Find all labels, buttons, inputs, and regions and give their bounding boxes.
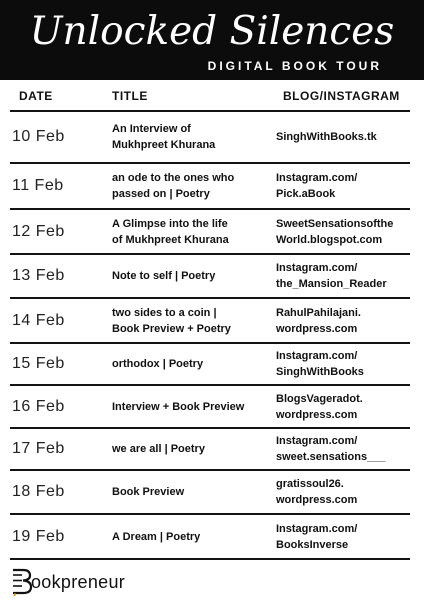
row-blog-line: Instagram.com/	[276, 350, 358, 362]
row-title-line: Interview + Book Preview	[112, 400, 245, 413]
row-blog-link	[276, 299, 410, 342]
row-title	[112, 344, 278, 384]
table-row	[10, 344, 410, 384]
logo-text: ookpreneur	[31, 572, 126, 592]
row-blog-link	[276, 471, 410, 513]
row-date: 13 Feb	[12, 267, 65, 284]
row-title-line: A Dream | Poetry	[112, 530, 201, 543]
bookpreneur-logo	[10, 566, 150, 596]
row-date: 10 Feb	[12, 128, 65, 145]
table-row	[10, 515, 410, 558]
row-title	[112, 515, 278, 558]
row-date: 14 Feb	[12, 312, 65, 329]
row-blog-line: wordpress.com	[276, 322, 358, 335]
row-date: 15 Feb	[12, 355, 65, 372]
row-blog-line: Pick.aBook	[276, 188, 336, 200]
row-blog-line: BlogsVageradot.	[276, 392, 363, 405]
row-blog-line: Instagram.com/	[276, 172, 358, 184]
row-blog-line: wordpress.com	[276, 408, 358, 421]
row-title	[112, 112, 278, 162]
row-title-line: an ode to the ones who	[112, 172, 235, 184]
row-title	[112, 429, 278, 469]
row-date: 11 Feb	[12, 177, 64, 194]
table-row	[10, 299, 410, 342]
row-blog-line: Instagram.com/	[276, 262, 358, 274]
row-title-line: Mukhpreet Khurana	[112, 139, 216, 151]
row-title	[112, 299, 278, 342]
row-title-line: two sides to a coin |	[112, 306, 217, 319]
row-blog-line: Instagram.com/	[276, 522, 358, 535]
row-title	[112, 386, 278, 427]
row-blog-line: SweetSensationsofthe	[276, 217, 394, 230]
table-row	[10, 386, 410, 427]
row-title-line: Note to self | Poetry	[112, 270, 216, 282]
header-banner	[0, 0, 424, 80]
row-title	[112, 164, 278, 208]
row-title-line: passed on | Poetry	[112, 188, 210, 200]
row-date: 16 Feb	[12, 398, 65, 415]
row-title-line: we are all | Poetry	[112, 443, 205, 455]
row-title	[112, 471, 278, 513]
row-title	[112, 255, 278, 297]
row-blog-line: BooksInverse	[276, 538, 349, 551]
table-row	[10, 112, 410, 162]
row-blog-line: SinghWithBooks.tk	[276, 131, 377, 143]
table-row	[10, 210, 410, 253]
page-subtitle: DIGITAL BOOK TOUR	[207, 59, 382, 73]
table-row	[10, 471, 410, 513]
row-title-line: Book Preview	[112, 486, 185, 498]
row-blog-line: the_Mansion_Reader	[276, 278, 387, 290]
row-title-line: orthodox | Poetry	[112, 358, 204, 370]
row-blog-line: World.blogspot.com	[276, 233, 383, 246]
row-blog-link	[276, 386, 410, 427]
table-row	[10, 164, 410, 208]
row-blog-link	[276, 210, 410, 253]
row-date: 19 Feb	[12, 528, 65, 545]
row-blog-link	[276, 429, 410, 469]
row-date: 18 Feb	[12, 483, 65, 500]
table-row	[10, 429, 410, 469]
row-blog-link	[276, 255, 410, 297]
row-blog-link	[276, 164, 410, 208]
row-title-line: Book Preview + Poetry	[112, 322, 231, 335]
row-blog-line: gratissoul26.	[276, 478, 344, 490]
row-title-line: An Interview of	[112, 123, 191, 135]
row-title-line: A Glimpse into the life	[112, 217, 228, 230]
column-header-date: DATE	[19, 89, 53, 103]
column-header-title: TITLE	[112, 89, 148, 103]
row-title-line: of Mukhpreet Khurana	[112, 233, 229, 246]
row-blog-line: SinghWithBooks	[276, 366, 364, 378]
row-blog-link	[276, 515, 410, 558]
table-row	[10, 255, 410, 297]
row-blog-line: wordpress.com	[276, 494, 358, 506]
column-header-blog: BLOG/INSTAGRAM	[283, 89, 400, 103]
row-blog-line: RahulPahilajani.	[276, 306, 361, 319]
row-blog-line: sweet.sensations___	[276, 451, 386, 463]
row-blog-link	[276, 344, 410, 384]
row-blog-line: Instagram.com/	[276, 435, 358, 447]
row-date: 17 Feb	[12, 440, 65, 457]
row-title	[112, 210, 278, 253]
row-date: 12 Feb	[12, 223, 65, 240]
page-title: Unlocked Silences	[29, 9, 395, 54]
row-divider	[10, 558, 410, 560]
row-blog-link	[276, 112, 410, 162]
